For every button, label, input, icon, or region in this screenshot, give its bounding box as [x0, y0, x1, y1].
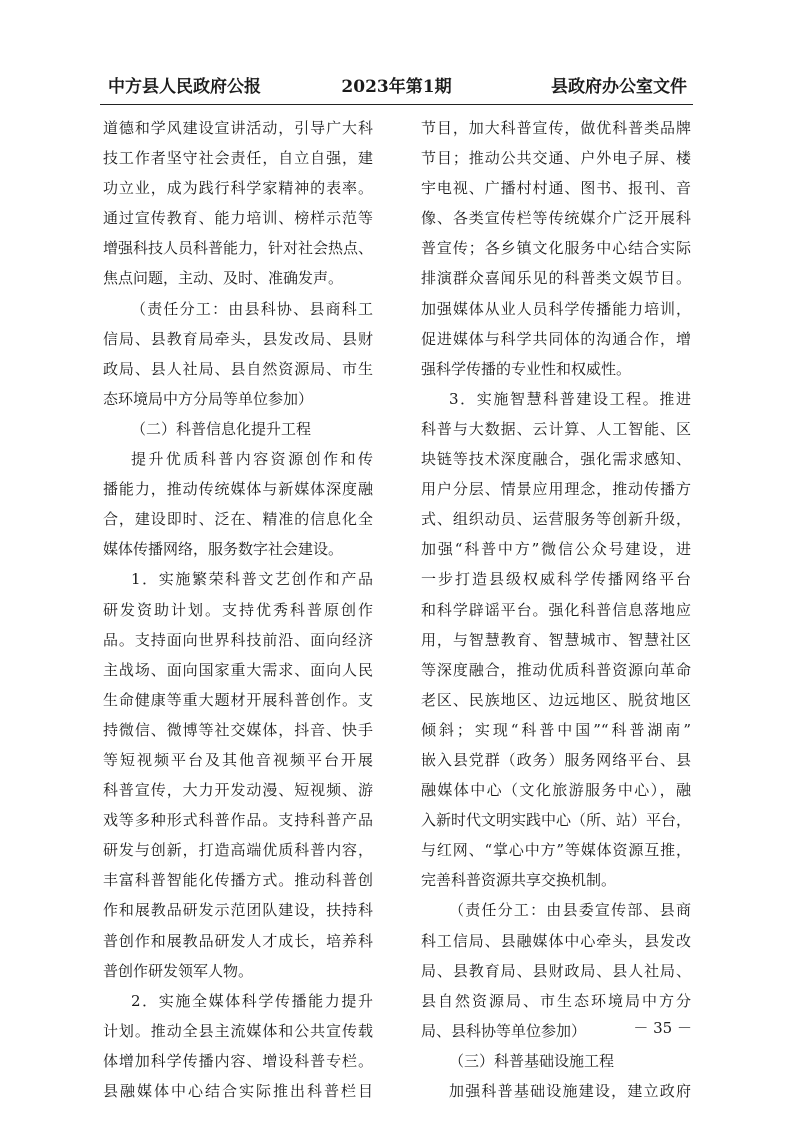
text-line: 焦点问题，主动、及时、准确发声。 [103, 269, 344, 288]
text-line: 普宣传；各乡镇文化服务中心结合实际 [421, 239, 691, 258]
text-line: 节目，加大科普宣传，做优科普类品牌 [421, 119, 691, 137]
text-line: 用户分层、情景应用理念，推动传播方 [421, 480, 691, 499]
header-section: 县政府办公室文件 [551, 77, 687, 97]
text-line: 式、组织动员、运营服务等创新升级， [421, 510, 691, 529]
text-line: （二）科普信息化提升工程 [131, 419, 312, 438]
text-line: 增强科技人员科普能力，针对社会热点、 [103, 239, 374, 258]
text-line: 丰富科普智能化传播方式。推动科普创 [103, 871, 373, 890]
text-line: 提升优质科普内容资源创作和传 [131, 450, 373, 469]
text-line: 通过宣传教育、能力培训、榜样示范等 [103, 209, 373, 228]
text-line: （三）科普基础设施工程 [449, 1051, 615, 1070]
text-line: 科普与大数据、云计算、人工智能、区 [421, 419, 691, 438]
text-line: 用，与智慧教育、智慧城市、智慧社区 [421, 630, 691, 649]
text-line: 播能力，推动传统媒体与新媒体深度融 [103, 480, 373, 499]
text-line: 倾斜；实现“科普中国”“科普湖南” [421, 720, 691, 739]
text-line: 功立业，成为践行科学家精神的表率。 [103, 179, 373, 198]
text-line: 研发与创新，打造高端优质科普内容， [103, 841, 373, 860]
text-line: 加强媒体从业人员科学传播能力培训， [421, 299, 691, 318]
text-line: 融媒体中心（文化旅游服务中心），融 [421, 781, 691, 800]
text-line: 节目；推动公共交通、户外电子屏、楼 [421, 149, 691, 168]
text-line: 信局、县教育局牵头，县发改局、县财 [103, 329, 373, 348]
text-line: 局、县科协等单位参加） [421, 1021, 587, 1040]
text-line: （责任分工：由县科协、县商科工 [131, 299, 373, 318]
running-header [100, 64, 693, 105]
text-line: 持微信、微博等社交媒体，抖音、快手 [103, 720, 373, 739]
text-line: 与红网、“掌心中方”等媒体资源互推， [421, 841, 691, 860]
header-issue: 2023年第1期 [341, 77, 452, 97]
text-line: 态环境局中方分局等单位参加） [103, 389, 314, 408]
text-line: 局、县教育局、县财政局、县人社局、 [421, 961, 691, 980]
text-line: 等深度融合，推动优质科普资源向革命 [421, 660, 691, 679]
text-line: 科工信局、县融媒体中心牵头，县发改 [421, 931, 691, 950]
text-line: 道德和学风建设宣讲活动，引导广大科 [103, 119, 373, 137]
text-line: 排演群众喜闻乐见的科普类文娱节目。 [421, 269, 691, 288]
text-line: 老区、民族地区、边远地区、脱贫地区 [421, 690, 691, 709]
text-line: 加强“科普中方”微信公众号建设，进 [421, 540, 691, 559]
text-line: 入新时代文明实践中心（所、站）平台， [421, 811, 692, 830]
text-line: 主战场、面向国家重大需求、面向人民 [103, 660, 373, 679]
text-line: 等短视频平台及其他音视频平台开展 [103, 750, 373, 769]
text-line: 像、各类宣传栏等传统媒介广泛开展科 [421, 209, 691, 228]
text-line: 计划。推动全县主流媒体和公共宣传载 [103, 1021, 373, 1040]
text-line: 县自然资源局、市生态环境局中方分 [421, 991, 691, 1010]
text-line: 3．实施智慧科普建设工程。推进 [449, 389, 691, 408]
text-line: 合，建设即时、泛在、精准的信息化全 [103, 510, 373, 529]
text-line: 生命健康等重大题材开展科普创作。支 [103, 690, 373, 709]
text-line: 作和展教品研发示范团队建设，扶持科 [103, 901, 373, 920]
text-line: 1．实施繁荣科普文艺创作和产品 [131, 570, 373, 589]
text-line: 研发资助计划。支持优秀科普原创作 [103, 600, 373, 619]
text-line: 普创作和展教品研发人才成长，培养科 [103, 931, 373, 950]
page-number: － 35 － [633, 1019, 692, 1037]
text-line: 县融媒体中心结合实际推出科普栏目 [103, 1082, 373, 1100]
header-publication-name: 中方县人民政府公报 [108, 77, 261, 97]
text-line: 一步打造县级权威科学传播网络平台 [421, 570, 691, 589]
text-line: 戏等多种形式科普作品。支持科普产品 [103, 811, 373, 830]
left-text-column [103, 113, 373, 1106]
text-line: 嵌入县党群（政务）服务网络平台、县 [421, 750, 691, 769]
text-line: 加强科普基础设施建设，建立政府 [449, 1082, 691, 1100]
right-text-column [421, 113, 691, 1106]
text-line: 体增加科学传播内容、增设科普专栏。 [103, 1051, 373, 1070]
text-line: 强科学传播的专业性和权威性。 [421, 359, 632, 378]
text-line: 宇电视、广播村村通、图书、报刊、音 [421, 179, 691, 198]
text-line: 政局、县人社局、县自然资源局、市生 [103, 359, 373, 378]
text-line: 品。支持面向世界科技前沿、面向经济 [103, 630, 373, 649]
text-line: （责任分工：由县委宣传部、县商 [449, 901, 691, 920]
text-line: 和科学辟谣平台。强化科普信息落地应 [421, 600, 691, 619]
text-line: 完善科普资源共享交换机制。 [421, 871, 617, 890]
text-line: 科普宣传，大力开发动漫、短视频、游 [103, 781, 373, 800]
text-line: 技工作者坚守社会责任，自立自强，建 [103, 149, 373, 168]
text-line: 媒体传播网络，服务数字社会建设。 [103, 540, 344, 559]
text-line: 2．实施全媒体科学传播能力提升 [131, 991, 373, 1010]
text-line: 块链等技术深度融合，强化需求感知、 [421, 450, 691, 469]
text-line: 促进媒体与科学共同体的沟通合作，增 [421, 329, 691, 348]
text-line: 普创作研发领军人物。 [103, 961, 254, 980]
